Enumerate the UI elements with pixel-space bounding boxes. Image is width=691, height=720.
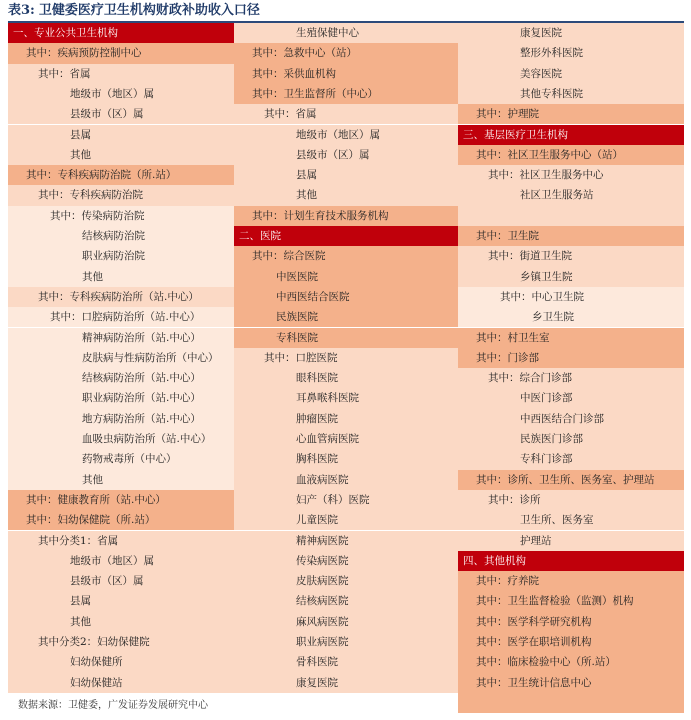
- table-row: 其中：门诊部: [458, 348, 684, 368]
- table-row: 民族医院: [234, 307, 458, 327]
- table-row: 结核病防治所（站.中心）: [8, 368, 234, 388]
- table-row: 其中：社区卫生服务中心（站）: [458, 145, 684, 165]
- table-row: 其中：中心卫生院: [458, 287, 684, 307]
- table-row: 其中：计划生育技术服务机构: [234, 206, 458, 226]
- table-row: 其中分类1：省属: [8, 531, 234, 551]
- table-row: 妇幼保健站: [8, 673, 234, 693]
- table-row: 其中：疾病预防控制中心: [8, 43, 234, 63]
- table-row: 其中：口腔医院: [234, 348, 458, 368]
- table-row: 卫生所、医务室: [458, 510, 684, 530]
- table-row: 皮肤病与性病防治所（中心）: [8, 348, 234, 368]
- table-row: 其中：社区卫生服务中心: [458, 165, 684, 185]
- table-row: 其中：诊所: [458, 490, 684, 510]
- table-row: 职业病防治所（站.中心）: [8, 388, 234, 408]
- table-row: 药物戒毒所（中心）: [8, 449, 234, 469]
- table-row: 其他: [8, 267, 234, 287]
- table-row: 其中：街道卫生院: [458, 246, 684, 266]
- table-row: 其中：综合医院: [234, 246, 458, 266]
- section-header: 二、医院: [234, 226, 458, 246]
- table-row: 结核病医院: [234, 591, 458, 611]
- table-row: 其中：专科疾病防治所（站.中心）: [8, 287, 234, 307]
- table-row: 民族医门诊部: [458, 429, 684, 449]
- table-row: 肿瘤医院: [234, 409, 458, 429]
- table-row: 康复医院: [458, 23, 684, 43]
- table-row: 儿童医院: [234, 510, 458, 530]
- table-row: 县属: [8, 591, 234, 611]
- table-row: 中西医结合医院: [234, 287, 458, 307]
- table-row: 其他: [8, 145, 234, 165]
- table-row: 其中：综合门诊部: [458, 368, 684, 388]
- table-row: 其中：卫生监督检验（监测）机构: [458, 591, 684, 611]
- table-row: 眼科医院: [234, 368, 458, 388]
- table-row: 其中：卫生监督所（中心）: [234, 84, 458, 104]
- table-row: 专科门诊部: [458, 449, 684, 469]
- data-source: 数据来源：卫健委，广发证券发展研究中心: [18, 700, 208, 711]
- table-row: 整形外科医院: [458, 43, 684, 63]
- table-row: 血液病医院: [234, 470, 458, 490]
- table-row: 地级市（地区）属: [234, 125, 458, 145]
- table-row: 其他: [8, 470, 234, 490]
- section-header: 三、基层医疗卫生机构: [458, 125, 684, 145]
- table-row: 护理站: [458, 531, 684, 551]
- table-row: 县属: [234, 165, 458, 185]
- table-row: 耳鼻喉科医院: [234, 388, 458, 408]
- table-row: 麻风病医院: [234, 612, 458, 632]
- table-row: 中医医院: [234, 267, 458, 287]
- table-row: 其中：村卫生室: [458, 328, 684, 348]
- table-row: 血吸虫病防治所（站.中心）: [8, 429, 234, 449]
- table-row: 其中：医学科学研究机构: [458, 612, 684, 632]
- table-row: 县属: [8, 125, 234, 145]
- table-row: 县级市（区）属: [234, 145, 458, 165]
- table-row: 其中：妇幼保健院（所.站）: [8, 510, 234, 530]
- table-row: [458, 693, 684, 713]
- table-row: 其中：省属: [234, 104, 458, 124]
- table-row: 县级市（区）属: [8, 104, 234, 124]
- table-row: 其他: [8, 612, 234, 632]
- table-row: 其中：急救中心（站）: [234, 43, 458, 63]
- table-row: 乡镇卫生院: [458, 267, 684, 287]
- table-row: 其中分类2：妇幼保健院: [8, 632, 234, 652]
- section-header: 一、专业公共卫生机构: [8, 23, 234, 43]
- table-row: 职业病医院: [234, 632, 458, 652]
- table-row: 其中：卫生院: [458, 226, 684, 246]
- table-row: 精神病医院: [234, 531, 458, 551]
- table-row: 其他专科医院: [458, 84, 684, 104]
- table-row: 乡卫生院: [458, 307, 684, 327]
- section-header: 四、其他机构: [458, 551, 684, 571]
- table-row: 其中：诊所、卫生所、医务室、护理站: [458, 470, 684, 490]
- table-row: 精神病防治所（站.中心）: [8, 328, 234, 348]
- table-row: 心血管病医院: [234, 429, 458, 449]
- table-row: 生殖保健中心: [234, 23, 458, 43]
- table-row: 地级市（地区）属: [8, 551, 234, 571]
- table-title-text: 卫健委医疗卫生机构财政补助收入口径: [38, 3, 260, 18]
- table-row: 其中：护理院: [458, 104, 684, 124]
- table-row: 结核病防治院: [8, 226, 234, 246]
- table-number: 表3:: [8, 3, 35, 18]
- table-title: [8, 1, 260, 21]
- table-row: 其中：采供血机构: [234, 64, 458, 84]
- table-row: 其中：传染病防治院: [8, 206, 234, 226]
- table-row: 骨科医院: [234, 652, 458, 672]
- table-row: 职业病防治院: [8, 246, 234, 266]
- table-row: 专科医院: [234, 328, 458, 348]
- table-row: 传染病医院: [234, 551, 458, 571]
- table-row: 其中：专科疾病防治院: [8, 185, 234, 205]
- table-row: 中西医结合门诊部: [458, 409, 684, 429]
- table-row: 其中：口腔病防治所（站.中心）: [8, 307, 234, 327]
- table-row: 其中：医学在职培训机构: [458, 632, 684, 652]
- table-row: 胸科医院: [234, 449, 458, 469]
- table-row: [458, 206, 684, 226]
- table-row: 其中：疗养院: [458, 571, 684, 591]
- table-row: 其中：专科疾病防治院（所.站）: [8, 165, 234, 185]
- table-row: 地级市（地区）属: [8, 84, 234, 104]
- table-row: 美容医院: [458, 64, 684, 84]
- table-row: 妇幼保健所: [8, 652, 234, 672]
- table-row: 社区卫生服务站: [458, 185, 684, 205]
- table-row: 其中：卫生统计信息中心: [458, 673, 684, 693]
- table-row: 其中：健康教育所（站.中心）: [8, 490, 234, 510]
- table-row: 康复医院: [234, 673, 458, 693]
- table-row: 中医门诊部: [458, 388, 684, 408]
- table-row: 妇产（科）医院: [234, 490, 458, 510]
- table-row: 地方病防治所（站.中心）: [8, 409, 234, 429]
- table-row: 其他: [234, 185, 458, 205]
- table-row: 其中：临床检验中心（所.站）: [458, 652, 684, 672]
- table-row: 县级市（区）属: [8, 571, 234, 591]
- table-row: 其中：省属: [8, 64, 234, 84]
- table-row: 皮肤病医院: [234, 571, 458, 591]
